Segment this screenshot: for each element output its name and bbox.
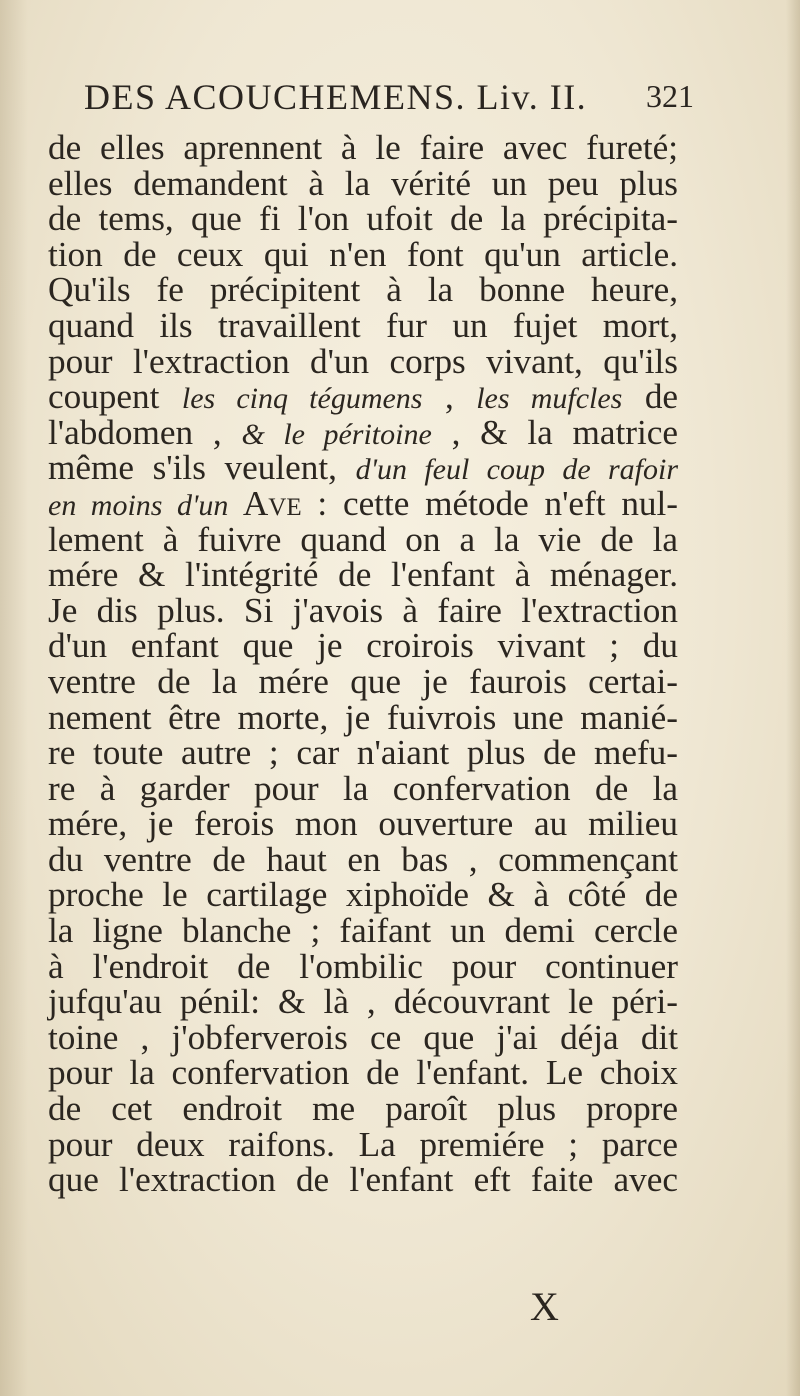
text-segment: mére, je ferois mon ouverture au milieu: [48, 804, 678, 844]
text-line: [48, 1055, 678, 1091]
text-line: [48, 163, 678, 203]
text-segment: ,: [422, 377, 477, 417]
page-header: [84, 76, 694, 128]
text-line: [48, 130, 678, 166]
text-line: [48, 735, 678, 771]
smallcaps-segment: Ave: [242, 483, 302, 523]
running-title: DES ACOUCHEMENS. Liv. II.: [84, 77, 588, 117]
signature-mark: X: [530, 1284, 559, 1329]
text-line: [48, 557, 678, 593]
text-line: [48, 341, 678, 381]
text-line: [48, 379, 678, 415]
text-segment: elles demandent à la vérité un peu plus: [48, 163, 678, 203]
text-line: [48, 519, 678, 559]
text-line: [48, 590, 678, 630]
italic-segment: & le péritoine: [241, 417, 432, 451]
text-segment: que l'extraction de l'enfant eft faite avec: [48, 1160, 678, 1200]
text-line: [48, 984, 678, 1020]
page-number: 321: [646, 78, 694, 114]
text-line: [48, 412, 679, 452]
text-segment: quand ils travaillent fur un fujet mort,: [48, 305, 678, 345]
italic-segment: les cinq tégumens: [181, 382, 423, 416]
text-line: [48, 1124, 678, 1164]
text-line: [48, 1162, 678, 1198]
text-line: [48, 450, 678, 486]
text-line: [48, 272, 678, 308]
text-segment: l'abdomen ,: [48, 412, 242, 452]
text-segment: de cet endroit me paroît plus propre: [48, 1089, 678, 1129]
text-segment: mére & l'intégrité de l'enfant à ménager.: [48, 555, 678, 595]
italic-segment: en moins d'un: [48, 488, 243, 522]
text-line: [48, 806, 678, 842]
text-line: [48, 697, 678, 737]
text-line: [48, 234, 678, 274]
text-line: [48, 877, 678, 913]
text-segment: de tems, que fi l'on ufoit de la précipita-: [48, 199, 678, 239]
text-line: [48, 946, 678, 986]
text-segment: du ventre de haut en bas , commençant: [48, 839, 678, 879]
text-segment: lement à fuivre quand on a la vie de la: [48, 519, 678, 559]
text-segment: pour deux raifons. La premiére ; parce: [48, 1124, 678, 1164]
text-line: [48, 839, 678, 879]
text-line: [48, 201, 678, 237]
text-segment: , & la matrice: [431, 412, 679, 452]
text-segment: toine , j'obferverois ce que j'ai déja dit: [48, 1017, 678, 1057]
text-line: [48, 661, 678, 701]
text-segment: : cette métode n'eft nul-: [301, 483, 678, 523]
text-line: [48, 628, 678, 664]
italic-segment: les mufcles: [476, 382, 623, 416]
text-segment: à l'endroit de l'ombilic pour continuer: [48, 946, 678, 986]
text-segment: pour l'extraction d'un corps vivant, qu'ils: [48, 341, 678, 381]
text-segment: pour la confervation de l'enfant. Le choix: [48, 1053, 678, 1093]
text-segment: ventre de la mére que je faurois certai-: [48, 661, 678, 701]
text-segment: de elles aprennent à le faire avec fureté;: [48, 128, 678, 167]
text-segment: nement être morte, je fuivrois une manié-: [48, 697, 678, 737]
text-segment: coupent: [48, 377, 182, 417]
text-line: [48, 1091, 678, 1127]
text-segment: re toute autre ; car n'aiant plus de mefu-: [48, 733, 678, 773]
text-line: [48, 1017, 678, 1057]
body-text: [48, 130, 678, 1198]
text-segment: d'un enfant que je croirois vivant ; du: [48, 626, 678, 666]
text-segment: même s'ils veulent,: [48, 448, 356, 488]
text-segment: la ligne blanche ; faifant un demi cercle: [48, 911, 678, 951]
text-line: [48, 483, 678, 523]
text-segment: jufqu'au pénil: & là , découvrant le péri-: [48, 982, 678, 1022]
text-segment: proche le cartilage xiphoïde & à côté de: [48, 875, 678, 915]
text-line: [48, 768, 678, 808]
text-segment: de: [622, 377, 679, 417]
text-segment: re à garder pour la confervation de la: [48, 768, 678, 808]
text-segment: tion de ceux qui n'en font qu'un article.: [48, 234, 678, 274]
italic-segment: d'un feul coup de rafoir: [355, 453, 678, 487]
text-segment: Qu'ils fe précipitent à la bonne heure,: [48, 270, 678, 310]
text-segment: Je dis plus. Si j'avois à faire l'extraction: [48, 590, 678, 630]
text-line: [48, 305, 678, 345]
text-line: [48, 913, 678, 949]
